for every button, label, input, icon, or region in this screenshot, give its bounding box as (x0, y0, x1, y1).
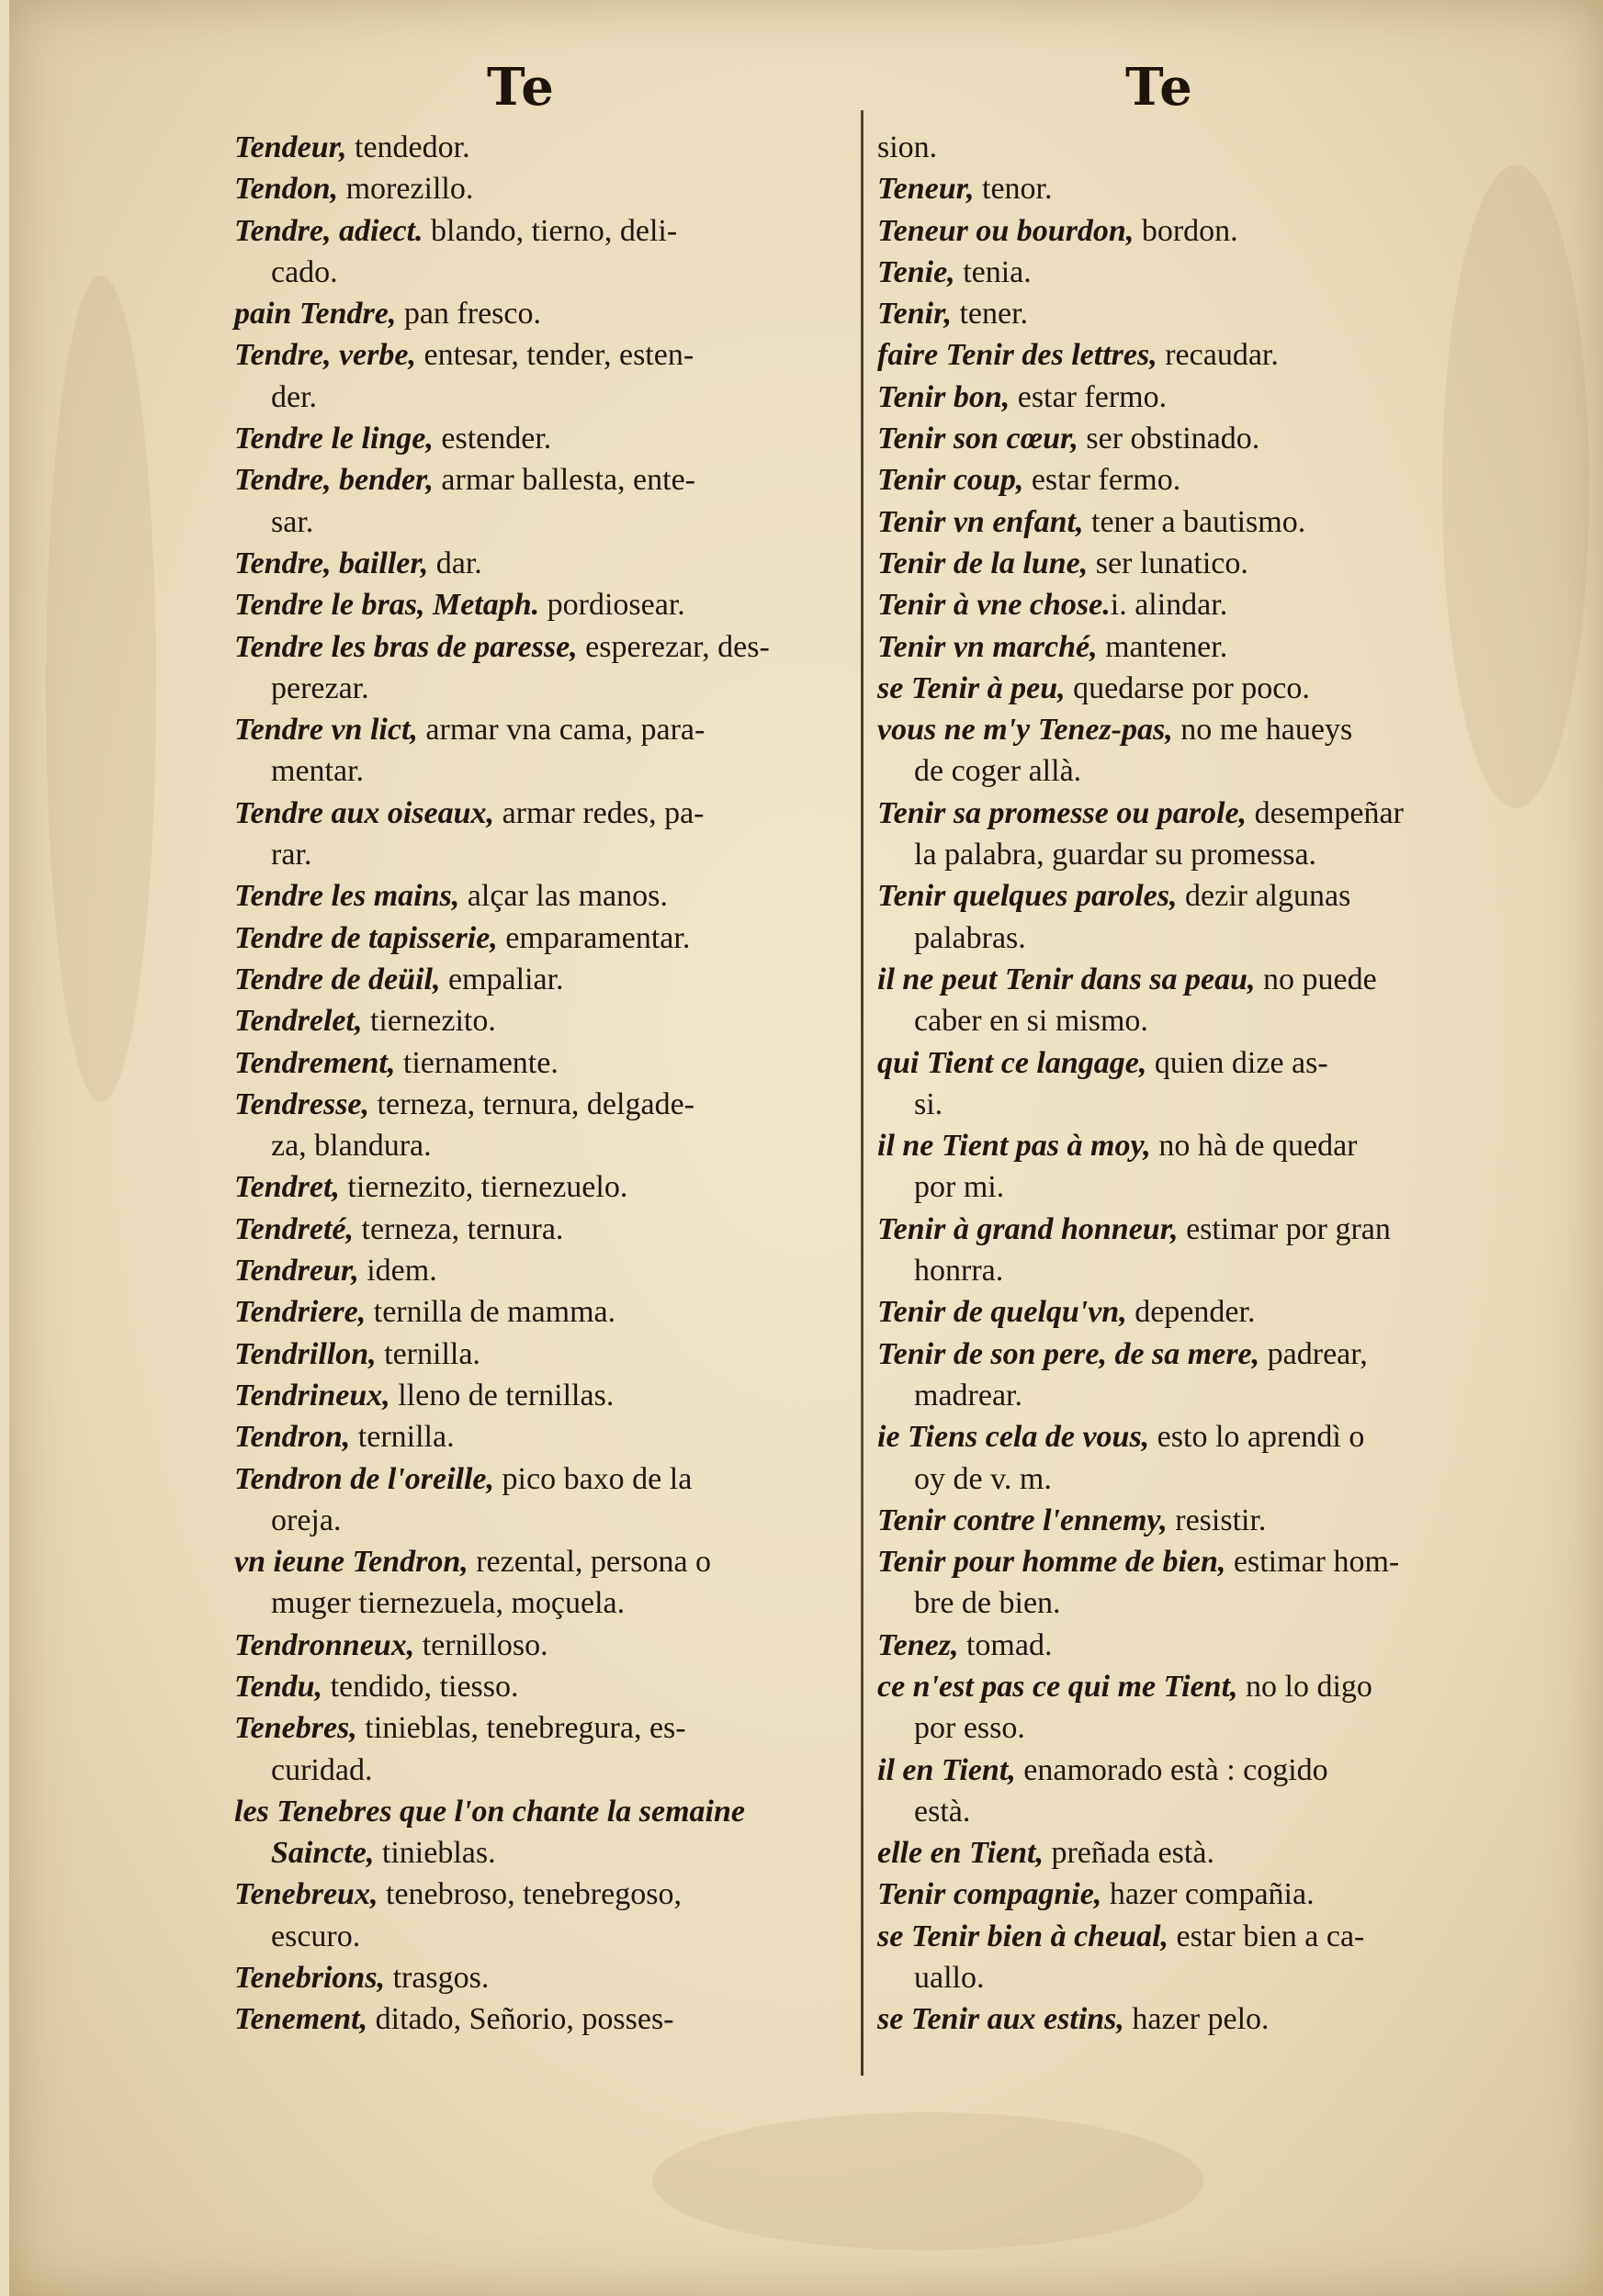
entry-headword: Tendu, (234, 1669, 323, 1704)
dictionary-entry (877, 875, 1465, 959)
entry-headword: elle en Tient, (877, 1836, 1044, 1871)
entry-definition: hazer compañia. (1101, 1877, 1315, 1912)
entry-definition: pico baxo de la oreja. (271, 1461, 693, 1537)
dictionary-entry (234, 127, 845, 168)
dictionary-entry (234, 1707, 845, 1791)
entry-definition: tiernamente. (395, 1045, 559, 1080)
dictionary-entry (877, 210, 1465, 252)
entry-headword: Tendre de tapisserie, (234, 920, 498, 955)
entry-definition: terneza, ternura, delgade- za, blandura. (271, 1086, 694, 1164)
entry-definition: estar fermo. (1023, 463, 1181, 498)
entry-headword: il en Tient, (877, 1752, 1016, 1787)
entry-headword: Tenir compagnie, (877, 1877, 1102, 1912)
dictionary-entry (877, 1416, 1465, 1500)
entry-definition: idem. (358, 1254, 437, 1289)
dictionary-entry (234, 1250, 845, 1291)
entry-headword: Tendre vn lict, (234, 713, 418, 748)
entry-definition: terneza, ternura. (354, 1211, 564, 1246)
dictionary-entry (877, 793, 1465, 876)
entry-headword: Tenir vn marché, (877, 629, 1098, 664)
dictionary-entry (234, 1291, 845, 1333)
entry-headword: Tenebrions, (234, 1961, 386, 1996)
entry-definition: enamorado està : cogido està. (914, 1752, 1328, 1829)
entry-definition: depender. (1126, 1295, 1256, 1330)
dictionary-entry (877, 1750, 1465, 1833)
entry-definition: ternilla. (350, 1420, 455, 1455)
entry-headword: Tenir pour homme de bien, (877, 1545, 1226, 1580)
entry-headword: Tendre, bender, (234, 463, 434, 498)
dictionary-entry (234, 875, 845, 917)
entry-definition: hazer pelo. (1123, 2002, 1270, 2037)
dictionary-entry (877, 584, 1465, 625)
entry-definition: tenor. (974, 172, 1053, 207)
entry-definition: sion. (877, 130, 938, 164)
entry-definition: blando, tierno, deli- cado. (271, 213, 678, 289)
dictionary-entry (234, 334, 845, 418)
entry-headword: Tendre, adiect. (234, 213, 423, 248)
entry-headword: Tendrement, (234, 1045, 396, 1080)
entry-definition: tenia. (954, 254, 1032, 289)
running-head-left: Te (487, 57, 556, 118)
entry-headword: Tendrelet, (234, 1004, 363, 1039)
entry-headword: vous ne m'y Tenez-pas, (877, 713, 1173, 748)
entry-definition: mantener. (1097, 629, 1228, 664)
entry-definition: resistir. (1167, 1503, 1267, 1537)
dictionary-entry (877, 127, 1465, 168)
entry-definition: ser obstinado. (1078, 422, 1260, 456)
dictionary-entry (877, 1125, 1465, 1209)
entry-definition: no lo digo por esso. (914, 1669, 1372, 1746)
dictionary-entry (234, 1874, 845, 1957)
entry-headword: Tendron de l'oreille, (234, 1461, 495, 1496)
dictionary-entry (234, 959, 845, 1000)
entry-definition: tomad. (958, 1627, 1053, 1662)
entry-definition: padrear, madrear. (914, 1336, 1368, 1412)
entry-definition: rezental, persona o muger tiernezuela, moçuela. (271, 1545, 712, 1621)
entry-headword: Tendre de deüil, (234, 962, 441, 996)
dictionary-entry (234, 168, 845, 209)
dictionary-entry (877, 626, 1465, 668)
dictionary-entry (234, 418, 845, 459)
entry-headword: Tendre les mains, (234, 879, 460, 914)
entry-definition: armar ballesta, ente- sar. (271, 463, 695, 539)
entry-definition: armar redes, pa- rar. (271, 795, 705, 872)
entry-headword: Teneur, (877, 172, 975, 207)
entry-definition: estimar hom- bre de bien. (914, 1545, 1400, 1621)
dictionary-entry (877, 459, 1465, 501)
entry-definition: emparamentar. (497, 920, 691, 955)
entry-headword: faire Tenir des lettres, (877, 338, 1157, 373)
entry-definition: quien dize as- si. (914, 1045, 1328, 1121)
dictionary-entry (234, 1416, 845, 1458)
dictionary-entry (877, 1042, 1465, 1126)
entry-headword: ie Tiens cela de vous, (877, 1420, 1150, 1455)
entry-definition: dar. (428, 546, 482, 580)
dictionary-entry (877, 168, 1465, 209)
entry-headword: Tendrineux, (234, 1378, 390, 1412)
entry-definition: lleno de ternillas. (389, 1378, 615, 1412)
dictionary-entry (234, 626, 845, 710)
entry-headword: se Tenir bien à cheual, (877, 1919, 1169, 1953)
entry-headword: Teneur ou bourdon, (877, 213, 1135, 248)
entry-headword: Tendre aux oiseaux, (234, 795, 495, 830)
entry-definition: esto lo aprendì o oy de v. m. (914, 1420, 1365, 1496)
entry-headword: Tendronneux, (234, 1627, 415, 1662)
dictionary-entry (234, 709, 845, 793)
dictionary-entry (234, 1957, 845, 1998)
dictionary-entry (234, 793, 845, 876)
entry-definition: quedarse por poco. (1065, 670, 1310, 705)
entry-headword: Tenebres, (234, 1711, 357, 1746)
entry-definition: recaudar. (1157, 338, 1279, 373)
entry-definition: morezillo. (338, 172, 474, 207)
entry-headword: Tenir quelques paroles, (877, 879, 1178, 914)
entry-headword: Tendre, bailler, (234, 546, 429, 580)
entry-headword: qui Tient ce langage, (877, 1045, 1147, 1080)
entry-headword: Tendre les bras de paresse, (234, 629, 578, 664)
dictionary-entry (877, 334, 1465, 376)
dictionary-entry (234, 1666, 845, 1707)
entry-definition: empaliar. (440, 962, 564, 996)
dictionary-entry (877, 252, 1465, 293)
entry-headword: se Tenir à peu, (877, 670, 1066, 705)
entry-definition: tiernezito, tiernezuelo. (339, 1170, 628, 1205)
entry-definition: tinieblas. (374, 1836, 496, 1871)
entry-definition: armar vna cama, para- mentar. (271, 713, 706, 789)
entry-headword: Tenir de quelqu'vn, (877, 1295, 1127, 1330)
entry-definition: ternilloso. (414, 1627, 548, 1662)
dictionary-entry (877, 959, 1465, 1042)
entry-definition: ternilla de mamma. (366, 1295, 616, 1330)
dictionary-entry (234, 1042, 845, 1084)
entry-definition: entesar, tender, esten- der. (271, 338, 694, 414)
entry-headword: Tendon, (234, 172, 339, 207)
entry-headword: Tenie, (877, 254, 955, 289)
dictionary-entry (234, 1998, 845, 2040)
entry-definition: estar fermo. (1010, 379, 1168, 414)
dictionary-entry (877, 1500, 1465, 1541)
entry-headword: Tendriere, (234, 1295, 367, 1330)
dictionary-entry (234, 543, 845, 584)
entry-definition: tenebroso, tenebregoso, escuro. (271, 1877, 682, 1953)
dictionary-entry (234, 1166, 845, 1208)
entry-definition: tendido, tiesso. (322, 1669, 519, 1704)
dictionary-entry (234, 917, 845, 959)
entry-headword: il ne peut Tenir dans sa peau, (877, 962, 1256, 996)
entry-definition: ternilla. (376, 1336, 480, 1371)
entry-headword: Tendeur, (234, 130, 347, 164)
entry-headword: Tenir, (877, 297, 952, 332)
dictionary-entry (234, 1541, 845, 1625)
entry-definition: tinieblas, tenebregura, es- curidad. (271, 1711, 686, 1787)
entry-headword: Tenir à grand honneur, (877, 1211, 1179, 1246)
entry-definition: estimar por gran honrra. (914, 1211, 1391, 1289)
entry-definition: estender. (433, 422, 552, 456)
dictionary-entry (234, 210, 845, 294)
entry-headword: vn ieune Tendron, (234, 1545, 468, 1580)
entry-definition: tiernezito. (362, 1004, 496, 1039)
entry-definition: dezir algunas palabras. (914, 879, 1351, 955)
entry-headword: Tendre, verbe, (234, 338, 416, 373)
entry-definition: tendedor. (346, 130, 470, 164)
dictionary-entry (877, 1625, 1465, 1666)
entry-headword: ce n'est pas ce qui me Tient, (877, 1669, 1238, 1704)
dictionary-entry (877, 709, 1465, 793)
dictionary-entry (234, 1209, 845, 1250)
entry-definition: tener. (951, 297, 1029, 332)
entry-definition: pan fresco. (396, 297, 541, 332)
entry-definition: ditado, Señorio, posses- (367, 2002, 674, 2037)
entry-headword: les Tenebres que l'on chante la semaine Saincte, (234, 1794, 745, 1871)
dictionary-entry (877, 1832, 1465, 1874)
entry-headword: Tenir bon, (877, 379, 1010, 414)
dictionary-entry (877, 1916, 1465, 1999)
entry-definition: trasgos. (385, 1961, 490, 1996)
right-column (877, 127, 1465, 2041)
entry-definition: desempeñar la palabra, guardar su promessa. (914, 795, 1404, 872)
dictionary-entry (234, 584, 845, 625)
entry-headword: Tenir son cœur, (877, 422, 1078, 456)
dictionary-entry (877, 1291, 1465, 1333)
dictionary-entry (877, 668, 1465, 709)
entry-definition: alçar las manos. (459, 879, 668, 914)
entry-headword: Tenir vn enfant, (877, 504, 1084, 539)
entry-headword: Tendre le bras, Metaph. (234, 588, 540, 623)
entry-definition: estar bien a ca- uallo. (914, 1919, 1365, 1996)
entry-headword: pain Tendre, (234, 297, 397, 332)
dictionary-entry (234, 1375, 845, 1416)
entry-headword: Tenement, (234, 2002, 368, 2037)
entry-definition: no puede caber en si mismo. (914, 962, 1377, 1039)
entry-definition: pordiosear. (539, 588, 685, 623)
entry-definition: esperezar, des- perezar. (271, 629, 770, 705)
dictionary-entry (234, 293, 845, 334)
dictionary-entry (877, 1541, 1465, 1625)
entry-headword: Tendron, (234, 1420, 351, 1455)
dictionary-entry (877, 1334, 1465, 1417)
entry-headword: Tenebreux, (234, 1877, 378, 1912)
dictionary-entry (877, 501, 1465, 543)
dictionary-entry (234, 1334, 845, 1375)
entry-headword: Tenir contre l'ennemy, (877, 1503, 1168, 1537)
entry-headword: Tenir coup, (877, 463, 1024, 498)
dictionary-entry (234, 1625, 845, 1666)
dictionary-entry (877, 377, 1465, 418)
entry-headword: Tendret, (234, 1170, 340, 1205)
dictionary-entry (234, 1000, 845, 1041)
entry-headword: il ne Tient pas à moy, (877, 1129, 1151, 1164)
running-head-right: Te (1125, 57, 1194, 118)
entry-headword: Tendreté, (234, 1211, 355, 1246)
entry-definition: no hà de quedar por mi. (914, 1129, 1358, 1205)
entry-headword: Tendrillon, (234, 1336, 377, 1371)
entry-definition: preñada està. (1043, 1836, 1214, 1871)
dictionary-entry (877, 1666, 1465, 1750)
dictionary-entry (877, 418, 1465, 459)
dictionary-entry (234, 459, 845, 543)
entry-definition: ser lunatico. (1088, 546, 1248, 580)
dictionary-entry (234, 1791, 845, 1874)
dictionary-entry (877, 293, 1465, 334)
entry-headword: Tendresse, (234, 1086, 370, 1121)
entry-headword: Tendreur, (234, 1254, 359, 1289)
entry-headword: Tenez, (877, 1627, 959, 1662)
dictionary-entry (234, 1084, 845, 1167)
entry-headword: Tenir de la lune, (877, 546, 1089, 580)
column-divider (861, 110, 864, 2076)
entry-headword: Tenir à vne chose. (877, 588, 1111, 623)
dictionary-entry (877, 543, 1465, 584)
dictionary-entry (877, 1209, 1465, 1292)
dictionary-entry (877, 1874, 1465, 1915)
entry-headword: Tenir de son pere, de sa mere, (877, 1336, 1260, 1371)
entry-definition: i. alindar. (1110, 588, 1228, 623)
entry-definition: no me haueys de coger allà. (914, 713, 1353, 789)
entry-definition: bordon. (1134, 213, 1238, 248)
entry-headword: Tendre le linge, (234, 422, 434, 456)
entry-headword: Tenir sa promesse ou parole, (877, 795, 1247, 830)
entry-headword: se Tenir aux estins, (877, 2002, 1124, 2037)
left-column (234, 127, 845, 2041)
dictionary-entry (234, 1458, 845, 1542)
dictionary-entry (877, 1998, 1465, 2040)
entry-definition: tener a bautismo. (1083, 504, 1306, 539)
